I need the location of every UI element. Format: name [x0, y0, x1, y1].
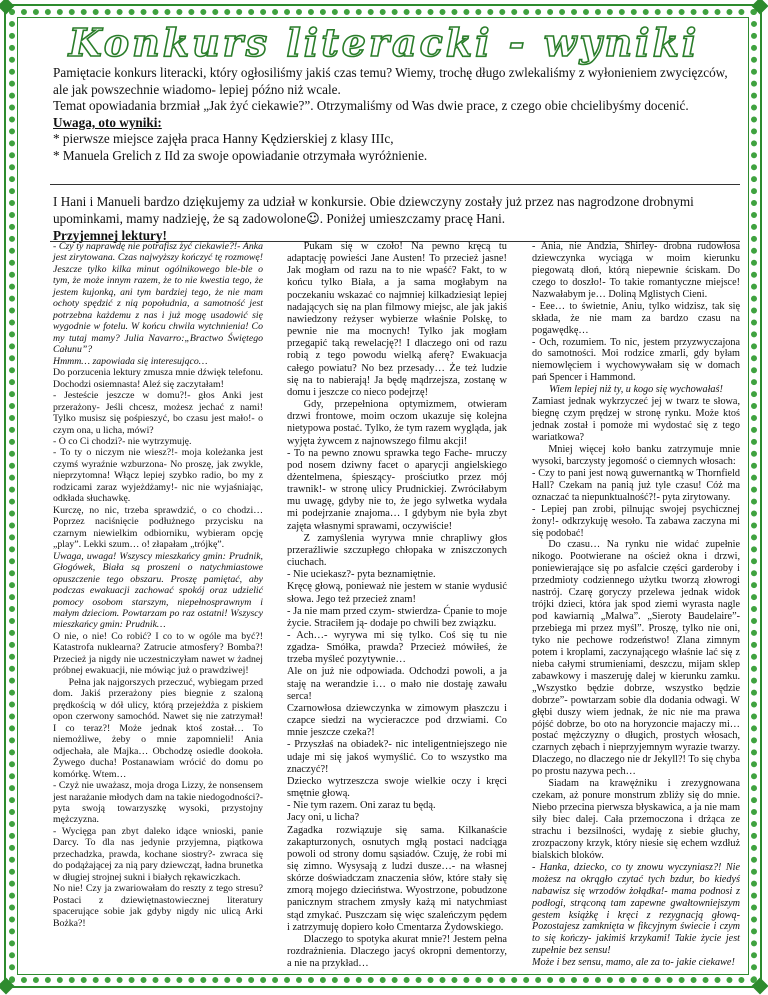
story-paragraph: - Hanka, dziecko, co ty znowu wyczyniasz?! Nie możesz na okrągło czytać tych bzdur, bo kiedyś nabawisz się wrzodów żołądka!- mama podnosi z podłogi, strąconą tam zapewne gwałtowniejszym gestem książkę i kręci z rezygnacją głową- Pozostajesz zamknięta w fikcyjnym świecie i czym to się kończy- jakimiś krzykami! Takie życie jest zupełnie bez sensu! — [532, 861, 740, 957]
story-paragraph: Zagadka rozwiązuje się sama. Kilkanaście zakapturzonych, osnutych mgłą postaci nadciąga powoli od strony domu sąsiadów. Czuję, że robi mi się zimno. Wysysają z ludzi dusze…- na własnej skórze doświadczam znaczenia słów, które stały się zmorą mojego dzieciństwa. Wyostrzone, pobudzone panicznym strachem zmysły każą mi natychmiast stąd zmykać. Puszczam się więc szaleńczym pędem i zatrzymuję dopiero koło Cmentarza Żydowskiego. — [287, 824, 507, 933]
story-paragraph: - Ja nie mam przed czym- stwierdza- Ćpanie to moje życie. Straciłem ją- dodaje po chwili bez związku. — [287, 605, 507, 629]
story-paragraph: - O co Ci chodzi?- nie wytrzymuję. — [53, 435, 192, 447]
story-paragraph: - Czy ty naprawdę nie potrafisz żyć ciekawie?!- Anka jest zirytowana. Czas najwyższy kończyć tę rozmowę! Jeszcze tylko kilka minut ogólnikowego ble-ble o tym, że może innym razem, że to nie kwestia tego, że jestem kujonką, ani tym bardziej tego, że nie mam ochoty spędzić z nią popołudnia, a samotność jest potrzebna każdemu z nas i już mogę usadowić się wygodnie w fotelu. W końcu chwila wytchnienia! Co my tutaj mamy? Julia Navarro:„Bractwo Świętego Całunu”? — [53, 241, 263, 356]
story-paragraph: Dziecko wytrzeszcza swoje wielkie oczy i kręci smętnie głową. — [287, 775, 507, 800]
story-paragraph: - Czyż nie uważasz, moja droga Lizzy, że nonsensem jest narażanie młodych dam na takie niedogodności?- pyta swoją towarzyszkę wysoki, przystojny mężczyzna. — [53, 780, 264, 826]
story-paragraph: - Nie uciekasz?- pyta beznamiętnie. — [287, 569, 436, 581]
thanks-text-end: . Poniżej umieszczamy pracę Hani. — [319, 210, 506, 226]
story-paragraph: - To na pewno znowu sprawka tego Fache- mruczy pod nosem dziwny facet o aparycji angielskiego dżentelmena, śpieszący- prościutko przez mój trawnik!- w stronę ulicy Prudnickiej. Zwróciłabym mu uwagę, gdyby nie to, że jego sylwetka wydała mi podejrzanie znajoma… I gdybym nie była zbyt zajęta własnymi sprawami, oczywiście! — [287, 447, 507, 532]
story-paragraph: - Nie tym razem. Oni zaraz tu będą. — [287, 800, 436, 812]
story-paragraph: Kurczę, no nic, trzeba sprawdzić, o co chodzi… Poprzez naciśnięcie podłużnego przycisku na czarnym niewielkim odbiorniku, wybieram opcję „play”. Lekki szum… o! złapałam „trójkę”. — [53, 504, 263, 551]
story-paragraph: Pełna jak najgorszych przeczuć, wybiegam przed dom. Jakiś przerażony pies biegnie z szaloną prędkością w dół ulicy, którą przejeżdża z piskiem opon czerwony samochód. Nawet się nie zatrzymał! I co teraz?! Może jednak ktoś został… To niemożliwe, żeby o mnie zapomnieli! Ania odjechała, ale Majka… Obchodzę osiedle dookoła. Żywego ducha! Postanawiam wrócić do domu po komórkę. Wtem… — [53, 676, 263, 780]
intro-paragraph-1: Pamiętacie konkurs literacki, który ogłosiliśmy jakiś czas temu? Wiemy, trochę długo zwlekaliśmy z wyłonieniem zwycięzców, ale jak powszechnie wiadomo- lepiej późno niż wcale. — [53, 65, 728, 97]
story-paragraph: Wiem lepiej niż ty, u kogo się wychowałaś! — [549, 384, 723, 396]
story-paragraph: - Czy to pani jest nową guwernantką w Thornfield Hall? Czekam na panią już tyle czasu! Cóż ma oznaczać ta niepunktualność?!- pyta zirytowany. — [532, 467, 740, 503]
intro-section — [53, 65, 733, 165]
story-paragraph: Dlaczego to spotyka akurat mnie?! Jestem pełna rozdrażnienia. Dlaczego jacyś okropni dementorzy, a nie na przykład… — [287, 933, 507, 970]
story-paragraph: Hmmm… zapowiada się interesująco… — [53, 355, 208, 367]
story-paragraph: Jacy oni, u licha? — [287, 812, 360, 824]
intro-paragraph-2: Temat opowiadania brzmiał „Jak żyć ciekawie?”. Otrzymaliśmy od Was dwie prace, z czego obie chcielibyśmy docenić. — [53, 98, 689, 114]
result-distinction: * Manuela Grelich z IId za swoje opowiadanie otrzymała wyróżnienie. — [53, 147, 428, 163]
story-paragraph: - Jesteście jeszcze w domu?!- głos Anki jest przerażony- Jeśli chcesz, możesz jechać z nami! Tylko musisz się pośpieszyć, bo czasu jest mało!- o czym ona, u licha, mówi? — [53, 390, 263, 436]
story-paragraph: Uwaga, uwaga! Wszyscy mieszkańcy gmin: Prudnik, Głogówek, Biała są proszeni o natychmiastowe opuszczenie tego obszaru. Proszę pamiętać, aby podczas ewakuacji zachować spokój oraz udzielić pomocy osobom starszym, niepełnosprawnym i małym dzieciom. Powtarzam po raz ostatni! Wszyscy mieszkańcy gmin: Prudnik… — [53, 550, 263, 631]
story-paragraph: Ale on już nie odpowiada. Odchodzi powoli, a ja staję na werandzie i… o mało nie dostaję zawału serca! — [287, 666, 507, 702]
thanks-section — [53, 194, 733, 245]
divider-top — [50, 184, 740, 185]
story-column-2 — [287, 241, 507, 970]
page-title: Konkurs literacki - wyniki — [68, 20, 700, 65]
story-paragraph: - Przyszłaś na obiadek?- nic inteligentniejszego nie udaje mi się jakoś wymyślić. Co to wszystko ma znaczyć?! — [287, 739, 507, 775]
story-paragraph: Do czasu… Na rynku nie widać zupełnie nikogo. Pootwierane na oścież okna i drzwi, poniewierające się po asfalcie części garderoby i przedmioty codziennego użytku tworzą złowrogi nastrój. Czarę goryczy przelewa jednak widok trójki dzieci, która jak spod ziemi wyrasta nagle pod kawiarnią „Malwa”. „Sieroty Baudelaire”- przebiega mi przez myśl”. Proszę, tylko nie oni, tyko nie pechowe rodzeństwo! Zlana zimnym potem i kroplami, zaczynającego właśnie lać się z nieba całymi strumieniami, deszczu, mijam sklep zabawkowy i maszeruję dalej w kierunku zamku. „Wszystko będzie dobrze, wszystko będzie dobrze”- powtarzam sobie dla dodania odwagi. W głębi duszy wiem jednak, że nic nie ma prawa pójść dobrze, bo oto na horyzoncie majaczy mi… postać mężczyzny o długich, prostych włosach, czarnych zębach i nieprzyjemnym wyrazie twarzy. Dlaczego, no dlaczego nie dr Jekyll?! To się chyba po prostu nazywa pech… — [532, 539, 740, 778]
story-paragraph: Może i bez sensu, mamo, ale za to- jakie ciekawe! — [532, 957, 735, 969]
story-paragraph: Gdy, przepełniona optymizmem, otwieram drzwi frontowe, moim oczom ukazuje się kolejna nietypowa postać. Tylko, że tym razem wygląda, jak wyjęta żywcem z najnowszego filmu akcji! — [287, 399, 507, 447]
story-paragraph: - Ach…- wyrywa mi się tylko. Coś się tu nie zgadza- Smółka, prawda? Przecież mówiłeś, że trzeba myśleć pozytywnie… — [287, 630, 507, 666]
results-heading: Uwaga, oto wyniki: — [53, 114, 162, 130]
story-column-1 — [53, 241, 263, 929]
story-title: Przyjemnej lektury! — [53, 228, 167, 244]
story-paragraph: Kręcę głową, ponieważ nie jestem w stanie wydusić słowa. Jego też przecież znam! — [287, 581, 507, 605]
story-paragraph: No nie! Czy ja zwariowałam do reszty z tego stresu? Postaci z dziewiętnastowiecznej literatury spacerujące sobie jak gdyby nigdy nic ulicą Arki Bożka?! — [53, 883, 263, 929]
story-paragraph: O nie, o nie! Co robić? I co to w ogóle ma być?! Katastrofa nuklearna? Zatrucie atmosfery? Bomba?! Przecież ja nigdy nie uczestniczyłam nawet w żadnej próbnej ewakuacji, nie mówiąc już o prawdziwej! — [53, 630, 263, 677]
smiley-icon: ☺ — [306, 211, 320, 227]
story-paragraph: - Och, rozumiem. To nic, jestem przyzwyczajona do samotności. Moi rodzice zmarli, gdy byłam niemowlęciem i wychowywałam się w domach pań Spencer i Hammond. — [532, 336, 740, 384]
story-paragraph: - Eee… to świetnie, Aniu, tylko widzisz, tak się składa, że nie mam za bardzo czasu na pogawędkę… — [532, 300, 740, 336]
story-paragraph: - To ty o niczym nie wiesz?!- moja koleżanka jest czymś wyraźnie wzburzona- No proszę, jak zwykle, nieprzytomna! Włącz lepiej szybko radio, bo my z rodzicami zaraz wyjeżdżamy!- nic nie wyjaśniając, odkłada słuchawkę. — [53, 447, 263, 505]
story-paragraph: - Ania, nie Andzia, Shirley- drobna rudowłosa dziewczynka wyciąga w moim kierunku piegowatą dłoń, którą niepewnie ściskam. Do czego to doszło!- To takie romantyczne miejsce! Nazwałabym je… Doliną Mglistych Cieni. — [532, 241, 740, 300]
story-paragraph: - Lepiej pan zrobi, pilnując swojej psychicznej żony!- odkrzykuję wesoło. Ta zabawa zaczyna mi się podobać! — [532, 503, 740, 539]
story-paragraph: - Wycięga pan zbyt daleko idące wnioski, panie Darcy. To dla nas jedynie przyjemna, piątkowa przechadzka, prawda, kochane siostry?- zwraca się do podążającej za nią pary dziewcząt, ładna brunetka w długiej strojnej sukni i białych rękawiczkach. — [53, 825, 263, 883]
story-paragraph: Zamiast jednak wykrzyczeć jej w twarz te słowa, biegnę czym prędzej w stronę rynku. Może ktoś jednak został i pomoże mi wydostać się z tego wariatkowa? — [532, 396, 740, 443]
story-paragraph: Mniej więcej koło banku zatrzymuje mnie wysoki, barczysty jegomość o ciemnych włosach: — [532, 443, 740, 467]
story-paragraph: Siadam na krawężniku i zrezygnowana czekam, aż ponure monstrum zbliży się do mnie. Niebo przecina pierwsza błyskawica, a ja nie mam siły biec dalej. Cała przemoczona i drżąca ze strachu i bezsilności, wydaję z siebie głuchy, zrozpaczony krzyk, który niesie się echem wzdłuż bialskich bloków. — [532, 778, 740, 861]
story-paragraph: Czarnowłosa dziewczynka w zimowym płaszczu i czapce siedzi na wycieraczce pod drzwiami. Co mnie jeszcze czeka?! — [287, 702, 507, 739]
story-paragraph: Do porzucenia lektury zmusza mnie dźwięk telefonu. Dochodzi osiemnasta! Aleź się zaczytałam! — [53, 367, 263, 390]
result-first-place: * pierwsze miejsce zajęła praca Hanny Kędzierskiej z klasy IIIc, — [53, 131, 394, 147]
thanks-text: I Hani i Manueli bardzo dziękujemy za udział w konkursie. Obie dziewczyny zostały już przez nas nagrodzone drobnymi upominkami, mamy nadzieję, że są zadowolone — [53, 194, 694, 226]
story-column-3 — [532, 241, 740, 969]
story-paragraph: Z zamyślenia wyrywa mnie chrapliwy głos przeraźliwie szczupłego chłopaka w zniszczonych ciuchach. — [287, 532, 507, 569]
story-paragraph: Pukam się w czoło! Na pewno kręcą tu adaptację powieści Jane Austen! To przecież jasne! Jak mogłam od razu na to nie wpaść? Fakt, to w końcu tylko Biała, a ja sama mogłabym na poczekaniu wskazać co najmniej kilkadziesiąt lepiej nadających się na plan filmowy miejsc, ale jak jakiś nawiedzony reżyser wybierze właśnie Polskę, to pewnie nie ma mocnych! Tylko jak mogłam przegapić taką rewelację?! I dlaczego oni od razu robią z tego powodu wielką aferę? Ewakuacja całego powiatu? No bez przesady… Że też ludzie się na to nabierają! Ja będę mądrzejsza, zostanę w domu i jeszcze co nieco podejrzę! — [287, 241, 507, 398]
